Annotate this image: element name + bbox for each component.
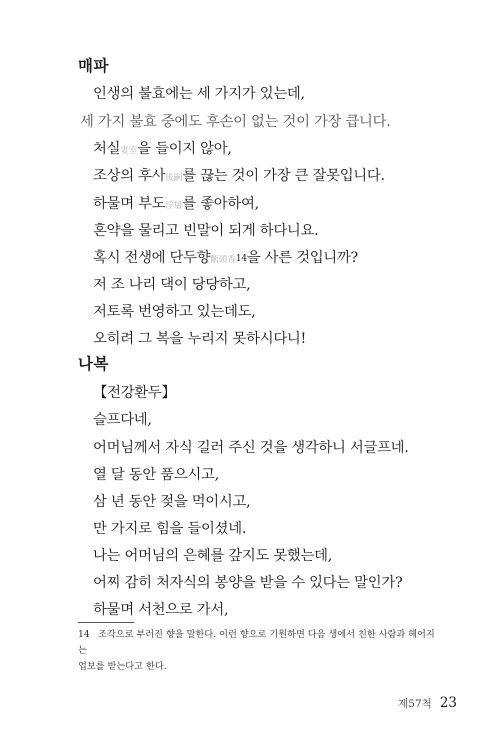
verse-line: 저토록 번영하고 있는데도, — [93, 304, 256, 320]
footnote-line: 14 조각으로 부러진 향을 말한다. 이런 향으로 기원하면 다음 생에서 친한 사람과 헤어지는 — [78, 629, 435, 656]
verse-line: 어찌 감히 처자식의 봉양을 받을 수 있다는 말인가? — [93, 575, 403, 591]
verse-line: 슬프다네, — [93, 412, 152, 428]
verse-line: 만 가지로 힘을 들이셨네. — [93, 521, 247, 537]
tune-title: 【전강환두】 — [93, 385, 176, 401]
verse-line: 세 가지 불효 중에도 후손이 없는 것이 가장 큽니다. — [80, 114, 391, 130]
page-number: 23 — [439, 695, 457, 711]
footnote-number: 14 — [78, 629, 90, 640]
verse-line: 삼 년 동안 젖을 먹이시고, — [93, 494, 251, 510]
verse-line: 처실妻室을 들이지 않아, — [93, 141, 232, 157]
section-label: 제57척 — [398, 698, 432, 710]
footnote — [78, 627, 438, 675]
verse-line: 혹시 전생에 단두향斷頭香14을 사른 것입니까? — [93, 250, 358, 266]
verse-line: 어머님께서 자식 길러 주신 것을 생각하니 서글프네. — [93, 440, 409, 456]
hanja-gloss: 浮屠 — [165, 201, 183, 211]
verse-line: 열 달 동안 품으시고, — [93, 467, 219, 483]
verse-line: 하물며 부도浮屠를 좋아하여, — [93, 196, 259, 212]
hanja-gloss: 後嗣 — [165, 173, 183, 183]
footnote-line: 업보를 받는다고 한다. — [78, 661, 167, 672]
verse-line: 오히려 그 복을 누리지 못하시다니! — [93, 331, 307, 347]
footnote-reference[interactable]: 14 — [235, 254, 247, 264]
footnote-divider — [78, 622, 134, 623]
speaker-label-maepa: 매파 — [78, 57, 109, 75]
verse-line: 하물며 서천으로 가서, — [93, 602, 229, 618]
hanja-gloss: 斷頭香 — [210, 255, 236, 265]
verse-line: 저 조 나리 댁이 당당하고, — [93, 277, 251, 293]
verse-line: 혼약을 물리고 빈말이 되게 하다니요. — [93, 223, 319, 239]
verse-line: 조상의 후사後嗣를 끊는 것이 가장 큰 잘못입니다. — [93, 168, 385, 184]
hanja-gloss: 妻室 — [120, 146, 138, 156]
speaker-label-nabok: 나복 — [78, 355, 109, 373]
verse-line: 인생의 불효에는 세 가지가 있는데, — [93, 86, 305, 102]
page-folio — [398, 692, 457, 711]
verse-line: 나는 어머님의 은혜를 갚지도 못했는데, — [93, 548, 332, 564]
